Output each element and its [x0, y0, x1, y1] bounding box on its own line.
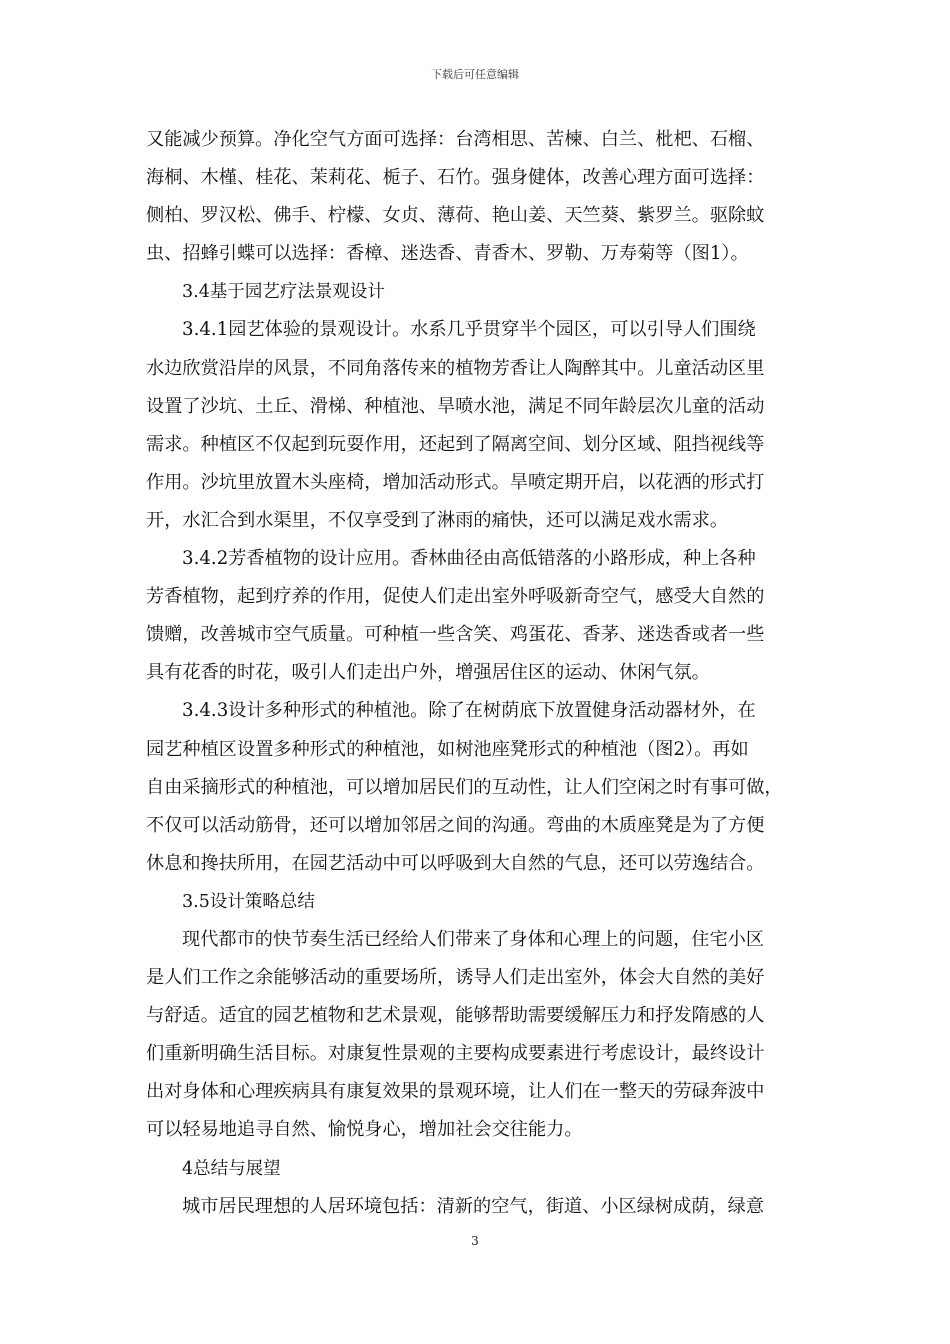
- paragraph-3-4-3: [146, 692, 806, 882]
- text-line: 休息和搀扶所用，在园艺活动中可以呼吸到大自然的气息，还可以劳逸结合。: [146, 852, 765, 874]
- text-line: 具有花香的时花，吸引人们走出户外，增强居住区的运动、休闲气氛。: [146, 662, 710, 684]
- paragraph-3-4-2: [146, 540, 806, 692]
- text-line: 自由采摘形式的种植池，可以增加居民们的互动性，让人们空闲之时有事可做，: [146, 776, 783, 798]
- text-line: 园艺种植区设置多种形式的种植池，如树池座凳形式的种植池（图2）。再如: [146, 738, 749, 760]
- heading-text: 3.4基于园艺疗法景观设计: [182, 282, 385, 303]
- section-heading-3-5: [146, 883, 806, 921]
- text-line: 作用。沙坑里放置木头座椅，增加活动形式。旱喷定期开启，以花洒的形式打: [146, 471, 765, 493]
- text-line: 是人们工作之余能够活动的重要场所，诱导人们走出室外，体会大自然的美好: [146, 967, 765, 989]
- paragraph-plant-selection: [146, 121, 806, 273]
- text-line: 馈赠，改善城市空气质量。可种植一些含笑、鸡蛋花、香茅、迷迭香或者一些: [146, 624, 765, 646]
- section-heading-3-4: [146, 273, 806, 311]
- text-line: 不仅可以活动筋骨，还可以增加邻居之间的沟通。弯曲的木质座凳是为了方便: [146, 814, 765, 836]
- text-line: 与舒适。适宜的园艺植物和艺术景观，能够帮助需要缓解压力和抒发隋感的人: [146, 1005, 765, 1027]
- text-line: 可以轻易地追寻自然、愉悦身心，增加社会交往能力。: [146, 1119, 583, 1141]
- paragraph-3-4-1: [146, 311, 806, 540]
- paragraph-strategy-summary: [146, 921, 806, 1150]
- text-line: 现代都市的快节奏生活已经给人们带来了身体和心理上的问题，住宅小区: [182, 928, 765, 950]
- text-line: 需求。种植区不仅起到玩耍作用，还起到了隔离空间、划分区域、阻挡视线等: [146, 433, 765, 455]
- text-line: 侧柏、罗汉松、佛手、柠檬、女贞、薄荷、艳山姜、天竺葵、紫罗兰。驱除蚊: [146, 205, 765, 227]
- text-line: 3.4.3设计多种形式的种植池。除了在树荫底下放置健身活动器材外，在: [182, 700, 756, 722]
- page-number: 3: [471, 1234, 479, 1248]
- text-line: 设置了沙坑、土丘、滑梯、种植池、旱喷水池，满足不同年龄层次儿童的活动: [146, 395, 765, 417]
- heading-text: 4总结与展望: [182, 1158, 281, 1179]
- text-line: 海桐、木槿、桂花、茉莉花、栀子、石竹。强身健体，改善心理方面可选择：: [146, 167, 765, 189]
- text-line: 3.4.1园艺体验的景观设计。水系几乎贯穿半个园区，可以引导人们围绕: [182, 319, 756, 341]
- text-line: 又能减少预算。净化空气方面可选择：台湾相思、苦楝、白兰、枇杷、石榴、: [146, 129, 765, 150]
- text-line: 出对身体和心理疾病具有康复效果的景观环境，让人们在一整天的劳碌奔波中: [146, 1081, 765, 1103]
- text-line: 水边欣赏沿岸的风景，不同角落传来的植物芳香让人陶醉其中。儿童活动区里: [146, 357, 765, 379]
- text-line: 芳香植物，起到疗养的作用，促使人们走出室外呼吸新奇空气，感受大自然的: [146, 586, 765, 608]
- heading-text: 3.5设计策略总结: [182, 891, 315, 912]
- text-line: 虫、招蜂引蝶可以选择：香樟、迷迭香、青香木、罗勒、万寿菊等（图1）。: [146, 243, 749, 265]
- section-heading-4: [146, 1150, 806, 1188]
- text-line: 们重新明确生活目标。对康复性景观的主要构成要素进行考虑设计，最终设计: [146, 1043, 765, 1065]
- page-header: 下载后可任意编辑: [431, 68, 519, 81]
- document-body: [146, 121, 806, 1226]
- text-line: 开，水汇合到水渠里，不仅享受到了淋雨的痛快，还可以满足戏水需求。: [146, 509, 729, 531]
- text-line: 3.4.2芳香植物的设计应用。香林曲径由高低错落的小路形成，种上各种: [182, 548, 756, 570]
- text-line: 城市居民理想的人居环境包括：清新的空气，街道、小区绿树成荫，绿意: [182, 1195, 765, 1217]
- paragraph-conclusion: [146, 1188, 806, 1226]
